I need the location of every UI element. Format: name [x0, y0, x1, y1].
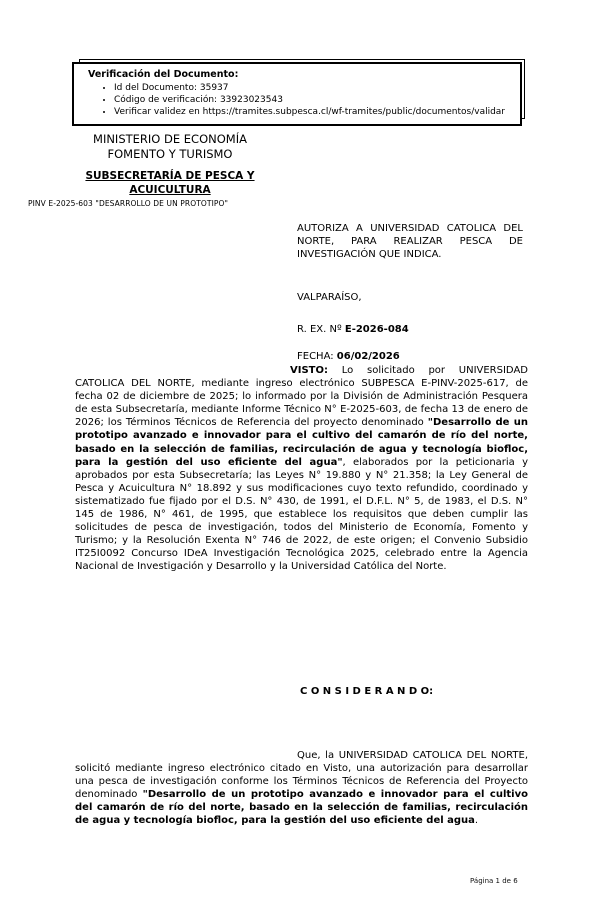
considerando-section	[75, 749, 528, 828]
rex-label: R. EX. Nº	[297, 324, 345, 335]
resolution-date-line	[297, 350, 523, 363]
fecha-value: 06/02/2026	[336, 351, 400, 362]
verification-item-document-id: • Id del Documento: 35937	[114, 82, 514, 94]
letterhead	[45, 132, 295, 197]
considerando-paragraph	[75, 749, 528, 828]
verification-item-code: • Código de verificación: 33923023543	[114, 94, 514, 106]
considerando-text-1: Que, la UNIVERSIDAD CATOLICA DEL NORTE, solicitó mediante ingreso electrónico citado en Visto, una autorización para desarrollar una pesca de investigación conforme los Términos Técnicos de Referencia del Proyecto denominado	[75, 750, 528, 801]
resolution-subject: AUTORIZA A UNIVERSIDAD CATOLICA DEL NORTE, PARA REALIZAR PESCA DE INVESTIGACIÓN QUE INDICA.	[297, 223, 523, 260]
verification-list	[88, 82, 514, 118]
rex-number: E-2026-084	[344, 324, 409, 335]
resolution-number-line	[297, 323, 523, 336]
subsecretaria-title: SUBSECRETARÍA DE PESCA Y ACUICULTURA	[85, 170, 255, 196]
visto-paragraph	[75, 364, 528, 574]
verification-item-url: • Verificar validez en https://tramites.subpesca.cl/wf-tramites/public/documentos/validar	[114, 106, 514, 118]
ministry-line2: FOMENTO Y TURISMO	[107, 147, 233, 161]
page-number: Página 1 de 6	[470, 877, 518, 885]
verification-title: Verificación del Documento:	[88, 69, 239, 80]
fecha-label: FECHA:	[297, 351, 337, 362]
resolution-city: VALPARAÍSO,	[297, 292, 362, 303]
resolution-header	[297, 222, 523, 363]
visto-text-2: , elaborados por la peticionaria y aprobados por esta Subsecretaría; las Leyes N° 19.880 y N° 21.358; la Ley General de Pesca y Acuicultura N° 18.892 y sus modificaciones cuyo texto refundido, coordinado y sistematizado fue fijado por el D.S. N° 430, de 1991, el D.F.L. N° 5, de 1983, el D.S. N° 145 de 1986, N° 461, de 1995, que establece los requisitos que deben cumplir las solicitudes de pesca de investigación, todos del Ministerio de Economía, Fomento y Turismo; y la Resolución Exenta N° 746 de 2022, de este origen; el Convenio Subsidio IT25I0092 Concurso IDeA Investigación Tecnológica 2025, celebrado entre la Agencia Nacional de Investigación y Desarrollo y la Universidad Católica del Norte.	[75, 456, 528, 573]
considerando-project-title: "Desarrollo de un prototipo avanzado e innovador para el cultivo del camarón de río del norte, basado en la selección de familias, recirculación de agua y tecnología biofloc, para la gestión del uso eficiente del agua	[75, 789, 529, 827]
verification-box	[72, 62, 522, 126]
visto-text-1: Lo solicitado por UNIVERSIDAD CATOLICA DEL NORTE, mediante ingreso electrónico SUBPESCA E-PINV-2025-617, de fecha 02 de diciembre de 2025; lo informado por la División de Administración Pesquera de esta Subsecretaría, mediante Informe Técnico N° E-2025-603, de fecha 13 de enero de 2026; los Términos Técnicos de Referencia del proyecto denominado	[75, 365, 528, 429]
visto-section	[75, 364, 528, 574]
visto-project-title: "Desarrollo de un prototipo avanzado e innovador para el cultivo del camarón de río del norte, basado en la selección de familias, recirculación de agua y tecnología biofloc, para la gestión del uso eficiente del agua"	[75, 417, 528, 468]
ministry-line1: MINISTERIO DE ECONOMÍA	[93, 132, 247, 146]
visto-label: VISTO:	[290, 365, 328, 376]
considerando-heading: C O N S I D E R A N D O:	[300, 686, 434, 697]
project-reference: PINV E-2025-603 "DESARROLLO DE UN PROTOTIPO"	[28, 199, 229, 208]
considerando-text-2: .	[474, 815, 479, 827]
